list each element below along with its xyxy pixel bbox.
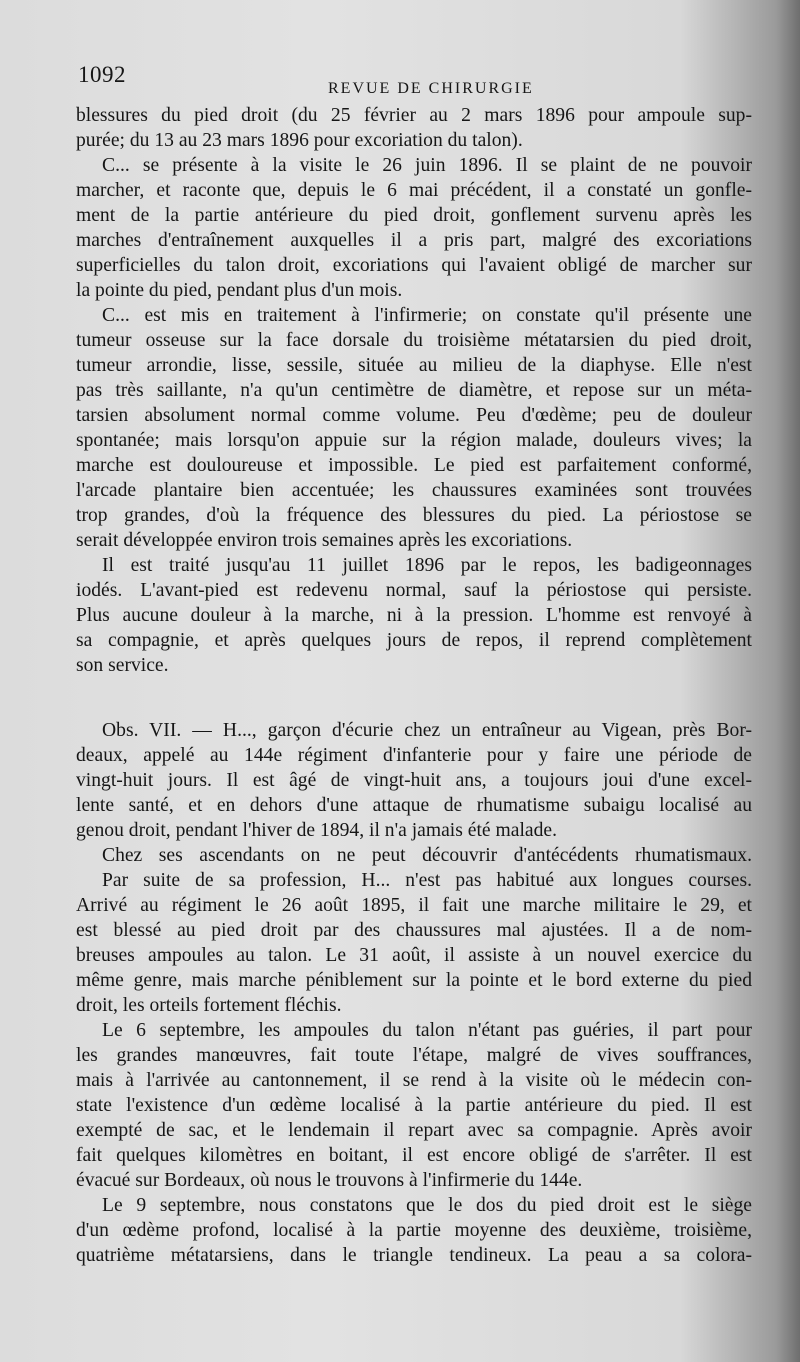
body-text [76, 103, 752, 1268]
text-line: les grandes manœuvres, fait toute l'étape, malgré de vives souffrances, [76, 1045, 752, 1066]
paragraph-gap [76, 678, 752, 718]
text-line: même genre, mais marche péniblement sur la pointe et le bord externe du pied [76, 970, 752, 991]
running-title: REVUE DE CHIRURGIE [328, 80, 534, 97]
text-line: deaux, appelé au 144e régiment d'infanterie pour y faire une période de [76, 745, 752, 766]
text-line: droit, les orteils fortement fléchis. [76, 995, 342, 1016]
text-line: évacué sur Bordeaux, où nous le trouvons à l'infirmerie du 144e. [76, 1170, 583, 1191]
text-line: Le 9 septembre, nous constatons que le dos du pied droit est le siège [102, 1195, 752, 1216]
text-line: marche est douloureuse et impossible. Le pied est parfaitement conformé, [76, 455, 752, 476]
text-line: trop grandes, d'où la fréquence des blessures du pied. La périostose se [76, 505, 752, 526]
text-line: mais à l'arrivée au cantonnement, il se rend à la visite où le médecin con- [76, 1070, 752, 1091]
text-line: Le 6 septembre, les ampoules du talon n'étant pas guéries, il part pour [102, 1020, 752, 1041]
text-line: state l'existence d'un œdème localisé à la partie antérieure du pied. Il est [76, 1095, 752, 1116]
text-line: quatrième métatarsiens, dans le triangle tendineux. La peau a sa colora- [76, 1245, 752, 1266]
text-line: breuses ampoules au talon. Le 31 août, il assiste à un nouvel exercice du [76, 945, 752, 966]
text-line: superficielles du talon droit, excoriations qui l'avaient obligé de marcher sur [76, 255, 752, 276]
text-line: l'arcade plantaire bien accentuée; les chaussures examinées sont trouvées [76, 480, 752, 501]
text-line: spontanée; mais lorsqu'on appuie sur la région malade, douleurs vives; la [76, 430, 752, 451]
text-line: tumeur arrondie, lisse, sessile, située au milieu de la diaphyse. Elle n'est [76, 355, 752, 376]
text-line: Chez ses ascendants on ne peut découvrir d'antécédents rhumatismaux. [102, 845, 752, 866]
text-line: tumeur osseuse sur la face dorsale du troisième métatarsien du pied droit, [76, 330, 752, 351]
page-header [78, 62, 758, 96]
text-line: C... se présente à la visite le 26 juin 1896. Il se plaint de ne pouvoir [102, 155, 752, 176]
text-line: marches d'entraînement auxquelles il a pris part, malgré des excoriations [76, 230, 752, 251]
text-line: pas très saillante, n'a qu'un centimètre de diamètre, et repose sur un méta- [76, 380, 752, 401]
text-line: exempté de sac, et le lendemain il repart avec sa compagnie. Après avoir [76, 1120, 752, 1141]
text-line: Plus aucune douleur à la marche, ni à la pression. L'homme est renvoyé à [76, 605, 752, 626]
text-line: est blessé au pied droit par des chaussures mal ajustées. Il a de nom- [76, 920, 752, 941]
text-line: lente santé, et en dehors d'une attaque de rhumatisme subaigu localisé au [76, 795, 752, 816]
text-line: C... est mis en traitement à l'infirmerie; on constate qu'il présente une [102, 305, 752, 326]
text-line: genou droit, pendant l'hiver de 1894, il n'a jamais été malade. [76, 820, 557, 841]
text-line: Il est traité jusqu'au 11 juillet 1896 par le repos, les badigeonnages [102, 555, 752, 576]
text-line: iodés. L'avant-pied est redevenu normal, sauf la périostose qui persiste. [76, 580, 752, 601]
text-line: la pointe du pied, pendant plus d'un mois. [76, 280, 403, 301]
text-line: marcher, et raconte que, depuis le 6 mai précédent, il a constaté un gonfle- [76, 180, 752, 201]
text-line: d'un œdème profond, localisé à la partie moyenne des deuxième, troisième, [76, 1220, 752, 1241]
text-line: vingt-huit jours. Il est âgé de vingt-huit ans, a toujours joui d'une excel- [76, 770, 752, 791]
page-number: 1092 [78, 62, 126, 87]
text-line: Obs. VII. — H..., garçon d'écurie chez un entraîneur au Vigean, près Bor- [102, 720, 752, 741]
text-line: serait développée environ trois semaines après les excoriations. [76, 530, 573, 551]
text-line: purée; du 13 au 23 mars 1896 pour excoriation du talon). [76, 130, 523, 151]
text-line: Arrivé au régiment le 26 août 1895, il fait une marche militaire le 29, et [76, 895, 752, 916]
text-line: blessures du pied droit (du 25 février au 2 mars 1896 pour ampoule sup- [76, 105, 752, 126]
text-line: tarsien absolument normal comme volume. Peu d'œdème; peu de douleur [76, 405, 752, 426]
text-line: fait quelques kilomètres en boitant, il est encore obligé de s'arrêter. Il est [76, 1145, 752, 1166]
text-line: son service. [76, 655, 169, 676]
text-line: sa compagnie, et après quelques jours de repos, il reprend complètement [76, 630, 752, 651]
text-line: Par suite de sa profession, H... n'est pas habitué aux longues courses. [102, 870, 752, 891]
text-line: ment de la partie antérieure du pied droit, gonflement survenu après les [76, 205, 752, 226]
